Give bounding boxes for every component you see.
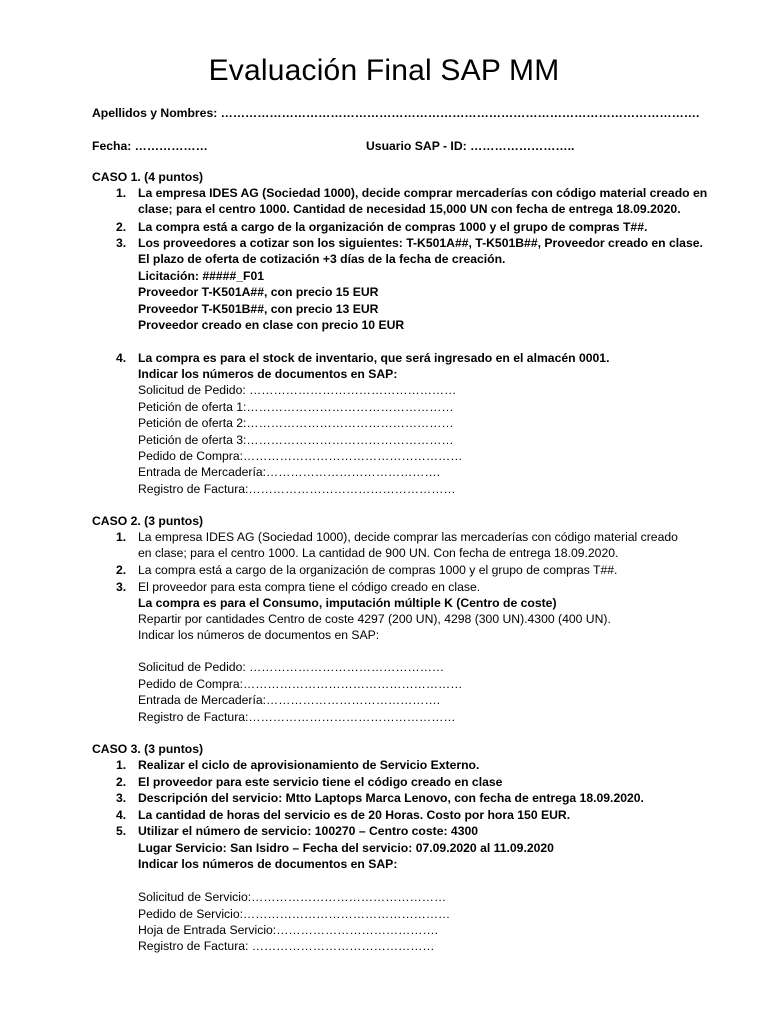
item-line: La compra es para el stock de inventario, que será ingresado en el almacén 0001.: [138, 351, 610, 365]
item-line: Realizar el ciclo de aprovisionamiento de Servicio Externo.: [138, 758, 480, 772]
doc-field-peticion-oferta-1: Petición de oferta 1:……………………………………………: [138, 400, 454, 414]
name-field-line: Apellidos y Nombres: ……………………………………………………………………………………………………….: [92, 106, 700, 120]
doc-field-entrada-mercaderia: Entrada de Mercadería:…………………………………….: [138, 465, 441, 479]
item-line: La empresa IDES AG (Sociedad 1000), decide comprar mercaderías con código material creado en: [138, 186, 708, 200]
item-number: 3.: [116, 236, 127, 250]
item-number: 2.: [116, 563, 127, 577]
item-line: El proveedor para este servicio tiene el código creado en clase: [138, 775, 503, 789]
item-line: Indicar los números de documentos en SAP:: [138, 628, 380, 642]
item-line: La empresa IDES AG (Sociedad 1000), decide comprar las mercaderías con código material creado: [138, 530, 678, 544]
doc-field-hoja-entrada-servicio: Hoja de Entrada Servicio:………………………………….: [138, 923, 439, 937]
doc-field-registro-factura: Registro de Factura:……………………………………………: [138, 482, 456, 496]
item-line: Utilizar el número de servicio: 100270 – Centro coste: 4300: [138, 824, 479, 838]
doc-field-entrada-mercaderia: Entrada de Mercadería:…………………………………….: [138, 693, 441, 707]
page-title: Evaluación Final SAP MM: [208, 54, 560, 87]
item-number: 2.: [116, 220, 127, 234]
item-line: Repartir por cantidades Centro de coste 4297 (200 UN), 4298 (300 UN).4300 (400 UN).: [138, 612, 611, 626]
doc-field-pedido-servicio: Pedido de Servicio:……………………………………………: [138, 907, 451, 921]
item-number: 3.: [116, 791, 127, 805]
item-line: Proveedor T-K501A##, con precio 15 EUR: [138, 285, 379, 299]
item-number: 4.: [116, 808, 127, 822]
item-number: 4.: [116, 351, 127, 365]
item-line: en clase; para el centro 1000. La cantidad de 900 UN. Con fecha de entrega 18.09.2020.: [138, 546, 619, 560]
item-number: 3.: [116, 580, 127, 594]
doc-field-peticion-oferta-3: Petición de oferta 3:……………………………………………: [138, 433, 454, 447]
item-number: 5.: [116, 824, 127, 838]
doc-field-solicitud-pedido: Solicitud de Pedido: ……………………………………………: [138, 383, 457, 397]
item-line: El plazo de oferta de cotización +3 días de la fecha de creación.: [138, 252, 506, 266]
item-line: La compra es para el Consumo, imputación múltiple K (Centro de coste): [138, 596, 557, 610]
date-field-line: Fecha: ………………: [92, 139, 208, 153]
item-line: Indicar los números de documentos en SAP:: [138, 857, 398, 871]
item-line: Lugar Servicio: San Isidro – Fecha del servicio: 07.09.2020 al 11.09.2020: [138, 841, 554, 855]
item-line: Licitación: #####_F01: [138, 269, 264, 283]
item-line: La cantidad de horas del servicio es de 20 Horas. Costo por hora 150 EUR.: [138, 808, 571, 822]
caso2-heading: CASO 2. (3 puntos): [92, 514, 204, 528]
doc-field-peticion-oferta-2: Petición de oferta 2:……………………………………………: [138, 416, 454, 430]
item-line: Los proveedores a cotizar son los siguientes: T-K501A##, T-K501B##, Proveedor creado en clase.: [138, 236, 703, 250]
item-number: 1.: [116, 758, 127, 772]
item-line: Descripción del servicio: Mtto Laptops Marca Lenovo, con fecha de entrega 18.09.2020.: [138, 791, 644, 805]
caso3-heading: CASO 3. (3 puntos): [92, 742, 204, 756]
caso1-heading: CASO 1. (4 puntos): [92, 170, 204, 184]
item-number: 1.: [116, 186, 127, 200]
item-line: Proveedor creado en clase con precio 10 EUR: [138, 318, 405, 332]
item-line: Proveedor T-K501B##, con precio 13 EUR: [138, 302, 379, 316]
item-number: 1.: [116, 530, 127, 544]
doc-field-registro-factura: Registro de Factura:……………………………………………: [138, 710, 456, 724]
doc-field-registro-factura: Registro de Factura: ………………………………………: [138, 939, 435, 953]
item-line: clase; para el centro 1000. Cantidad de necesidad 15,000 UN con fecha de entrega 18.09.2020.: [138, 202, 681, 216]
doc-field-pedido-compra: Pedido de Compra:………………………………………………: [138, 677, 463, 691]
item-line: La compra está a cargo de la organización de compras 1000 y el grupo de compras T##.: [138, 563, 618, 577]
item-number: 2.: [116, 775, 127, 789]
item-line: La compra está a cargo de la organización de compras 1000 y el grupo de compras T##.: [138, 220, 648, 234]
doc-field-pedido-compra: Pedido de Compra:………………………………………………: [138, 449, 463, 463]
item-line: Indicar los números de documentos en SAP:: [138, 367, 398, 381]
doc-field-solicitud-pedido: Solicitud de Pedido: …………………………………………: [138, 660, 445, 674]
sap-user-field-line: Usuario SAP - ID: ……………………..: [366, 139, 575, 153]
doc-field-solicitud-servicio: Solicitud de Servicio:…………………………………………: [138, 890, 447, 904]
item-line: El proveedor para esta compra tiene el código creado en clase.: [138, 580, 481, 594]
